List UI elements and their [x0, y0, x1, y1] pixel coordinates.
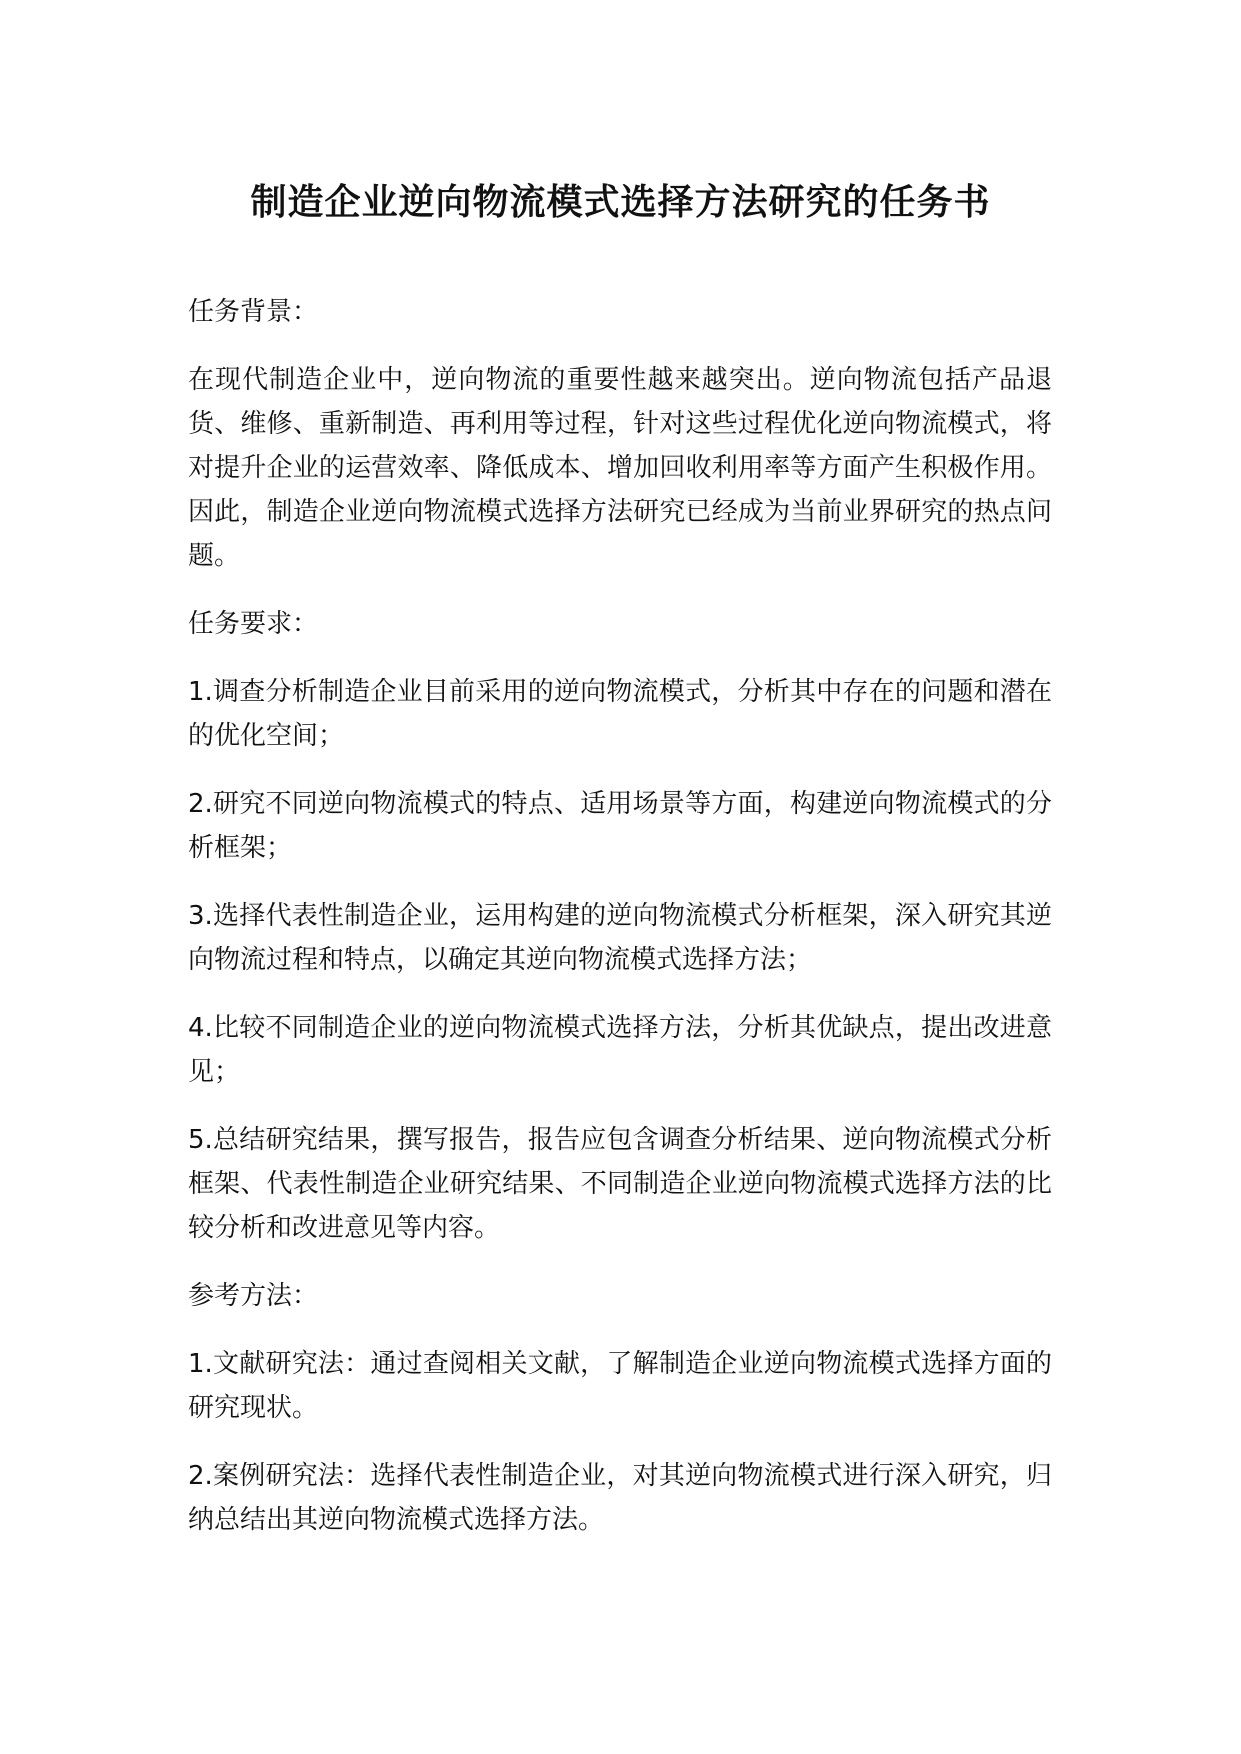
requirements-heading: 任务要求：	[188, 609, 319, 639]
document-body	[188, 290, 1052, 1566]
document-title: 制造企业逆向物流模式选择方法研究的任务书	[250, 182, 991, 223]
background-paragraph: 在现代制造企业中，逆向物流的重要性越来越突出。逆向物流包括产品退货、维修、重新制造、再利用等过程，针对这些过程优化逆向物流模式，将对提升企业的运营效率、降低成本、增加回收利用率等方面产生积极作用。因此，制造企业逆向物流模式选择方法研究已经成为当前业界研究的热点问题。	[188, 365, 1052, 571]
method-item: 1.文献研究法：通过查阅相关文献，了解制造企业逆向物流模式选择方面的研究现状。	[188, 1349, 1052, 1423]
methods-heading: 参考方法：	[188, 1281, 319, 1311]
requirement-item: 5.总结研究结果，撰写报告，报告应包含调查分析结果、逆向物流模式分析框架、代表性制造企业研究结果、不同制造企业逆向物流模式选择方法的比较分析和改进意见等内容。	[188, 1125, 1052, 1243]
method-item: 2.案例研究法：选择代表性制造企业，对其逆向物流模式进行深入研究，归纳总结出其逆向物流模式选择方法。	[188, 1461, 1052, 1535]
requirement-item: 3.选择代表性制造企业，运用构建的逆向物流模式分析框架，深入研究其逆向物流过程和特点，以确定其逆向物流模式选择方法；	[188, 901, 1052, 975]
requirement-item: 2.研究不同逆向物流模式的特点、适用场景等方面，构建逆向物流模式的分析框架；	[188, 789, 1052, 863]
requirement-item: 1.调查分析制造企业目前采用的逆向物流模式，分析其中存在的问题和潜在的优化空间；	[188, 677, 1052, 751]
requirement-item: 4.比较不同制造企业的逆向物流模式选择方法，分析其优缺点，提出改进意见；	[188, 1013, 1052, 1087]
background-heading: 任务背景：	[188, 297, 319, 327]
